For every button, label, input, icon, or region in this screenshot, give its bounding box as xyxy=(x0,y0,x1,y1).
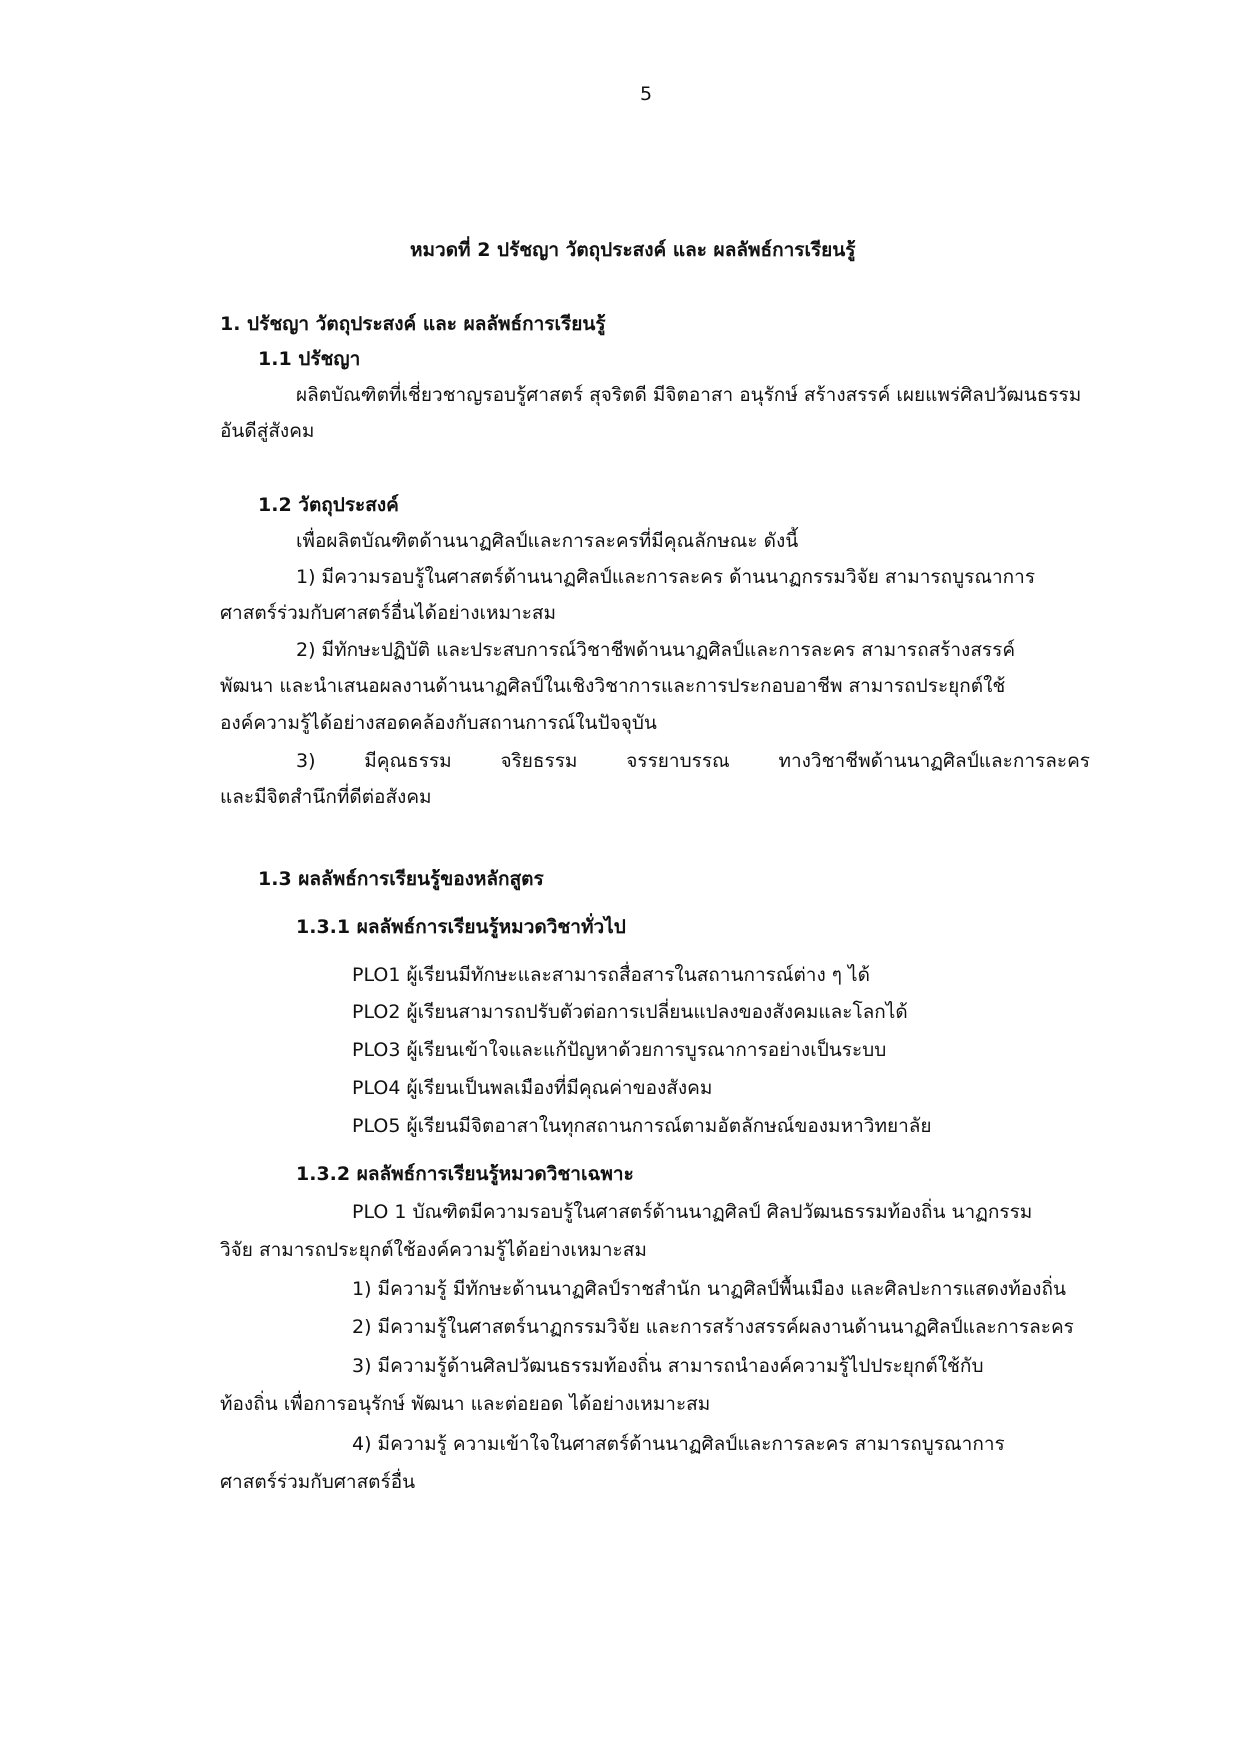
specific-sub-item: 1) มีความรู้ มีทักษะด้านนาฏศิลป์ราชสำนัก นาฏศิลป์พื้นเมือง และศิลปะการแสดงท้องถิ่น xyxy=(352,1278,1066,1300)
general-plo-item: PLO5 ผู้เรียนมีจิตอาสาในทุกสถานการณ์ตามอัตลักษณ์ของมหาวิทยาลัย xyxy=(352,1115,932,1137)
chapter-title: หมวดที่ 2 ปรัชญา วัตถุประสงค์ และ ผลลัพธ์การเรียนรู้ xyxy=(410,239,856,261)
specific-plo-1: PLO 1 บัณฑิตมีความรอบรู้ในศาสตร์ด้านนาฏศิลป์ ศิลปวัฒนธรรมท้องถิ่น นาฏกรรม xyxy=(352,1201,1033,1223)
objective-2-cont: องค์ความรู้ได้อย่างสอดคล้องกับสถานการณ์ในปัจจุบัน xyxy=(220,712,657,734)
philosophy-heading: 1.1 ปรัชญา xyxy=(258,348,361,370)
general-plo-item: PLO1 ผู้เรียนมีทักษะและสามารถสื่อสารในสถานการณ์ต่าง ๆ ได้ xyxy=(352,964,870,986)
objective-1-cont: ศาสตร์ร่วมกับศาสตร์อื่นได้อย่างเหมาะสม xyxy=(220,602,557,624)
specific-sub-item-cont: ท้องถิ่น เพื่อการอนุรักษ์ พัฒนา และต่อยอด ได้อย่างเหมาะสม xyxy=(220,1393,711,1415)
general-outcomes-heading: 1.3.1 ผลลัพธ์การเรียนรู้หมวดวิชาทั่วไป xyxy=(296,916,626,938)
philosophy-text: ผลิตบัณฑิตที่เชี่ยวชาญรอบรู้ศาสตร์ สุจริตดี มีจิตอาสา อนุรักษ์ สร้างสรรค์ เผยแพร่ศิลปวัฒนธรรม xyxy=(296,384,1082,406)
objectives-heading: 1.2 วัตถุประสงค์ xyxy=(258,494,399,516)
general-plo-item: PLO2 ผู้เรียนสามารถปรับตัวต่อการเปลี่ยนแปลงของสังคมและโลกได้ xyxy=(352,1001,908,1023)
objective-3-cont: และมีจิตสำนึกที่ดีต่อสังคม xyxy=(220,786,432,808)
outcomes-heading: 1.3 ผลลัพธ์การเรียนรู้ของหลักสูตร xyxy=(258,868,544,890)
specific-sub-item: 3) มีความรู้ด้านศิลปวัฒนธรรมท้องถิ่น สามารถนำองค์ความรู้ไปประยุกต์ใช้กับ xyxy=(352,1355,984,1377)
philosophy-text-cont: อันดีสู่สังคม xyxy=(220,420,315,442)
general-plo-item: PLO3 ผู้เรียนเข้าใจและแก้ปัญหาด้วยการบูรณาการอย่างเป็นระบบ xyxy=(352,1039,887,1061)
objectives-intro: เพื่อผลิตบัณฑิตด้านนาฏศิลป์และการละครที่มีคุณลักษณะ ดังนี้ xyxy=(296,530,799,552)
page-number: 5 xyxy=(640,83,653,105)
specific-sub-item: 4) มีความรู้ ความเข้าใจในศาสตร์ด้านนาฏศิลป์และการละคร สามารถบูรณาการ xyxy=(352,1433,1005,1455)
specific-sub-item: 2) มีความรู้ในศาสตร์นาฏกรรมวิจัย และการสร้างสรรค์ผลงานด้านนาฏศิลป์และการละคร xyxy=(352,1316,1074,1338)
objective-2: 2) มีทักษะปฏิบัติ และประสบการณ์วิชาชีพด้านนาฏศิลป์และการละคร สามารถสร้างสรรค์ xyxy=(296,639,1016,661)
objective-1: 1) มีความรอบรู้ในศาสตร์ด้านนาฏศิลป์และการละคร ด้านนาฏกรรมวิจัย สามารถบูรณาการ xyxy=(296,566,1036,588)
objective-3: 3) มีคุณธรรม จริยธรรม จรรยาบรรณ ทางวิชาชีพด้านนาฏศิลป์และการละคร xyxy=(296,750,1090,772)
specific-outcomes-heading: 1.3.2 ผลลัพธ์การเรียนรู้หมวดวิชาเฉพาะ xyxy=(296,1163,634,1185)
specific-sub-item-cont: ศาสตร์ร่วมกับศาสตร์อื่น xyxy=(220,1471,416,1493)
section-1-heading: 1. ปรัชญา วัตถุประสงค์ และ ผลลัพธ์การเรียนรู้ xyxy=(220,313,606,335)
specific-plo-1-cont: วิจัย สามารถประยุกต์ใช้องค์ความรู้ได้อย่างเหมาะสม xyxy=(220,1239,647,1261)
general-plo-item: PLO4 ผู้เรียนเป็นพลเมืองที่มีคุณค่าของสังคม xyxy=(352,1077,713,1099)
objective-2-cont: พัฒนา และนำเสนอผลงานด้านนาฏศิลป์ในเชิงวิชาการและการประกอบอาชีพ สามารถประยุกต์ใช้ xyxy=(220,675,1006,697)
